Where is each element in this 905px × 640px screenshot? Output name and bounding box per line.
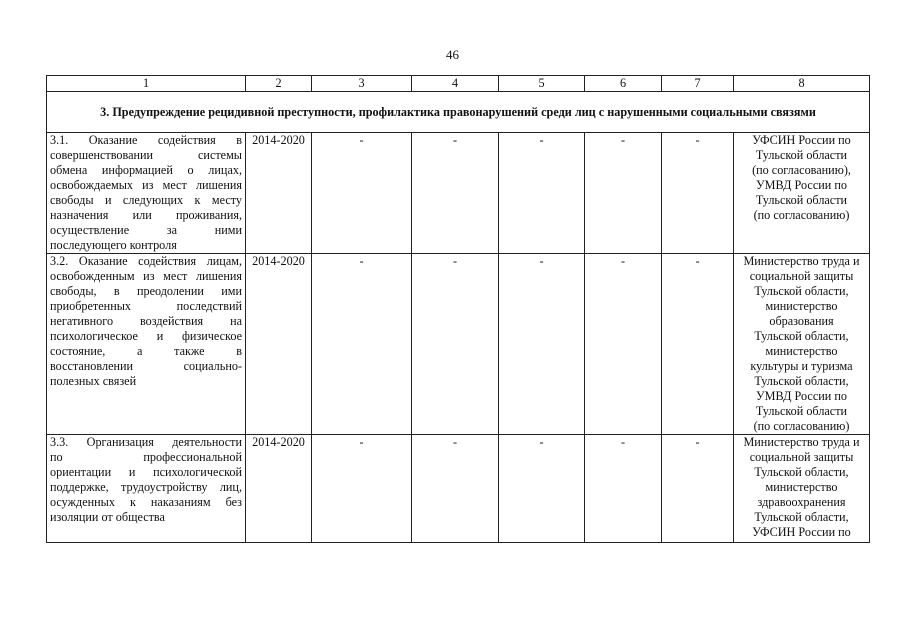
executor-line: социальной защиты <box>749 269 854 283</box>
executor-line: Тульской области <box>755 404 848 418</box>
executor-cell <box>734 435 870 543</box>
description-line: осуществление за ними <box>50 223 242 237</box>
description-line: полезных связей <box>50 374 137 388</box>
period-cell: 2014-2020 <box>246 133 312 254</box>
executor-line: культуры и туризма <box>750 359 853 373</box>
executor-line: Тульской области, <box>754 329 849 343</box>
executor-line: Министерство труда и <box>743 435 860 449</box>
description-line: свободы и следующих к месту <box>50 193 242 207</box>
description-line: поддержке, трудоустройству лиц, <box>50 480 242 494</box>
funding-cell: - <box>499 133 585 254</box>
measure-description <box>47 435 246 543</box>
executor-line: (по согласованию) <box>753 208 850 222</box>
description-line: ориентации и психологической <box>50 465 242 479</box>
executor-line: Тульской области <box>755 148 848 162</box>
executor-line: Тульской области, <box>754 284 849 298</box>
description-line: назначения или проживания, <box>50 208 242 222</box>
description-line: состояние, а также в <box>50 344 242 358</box>
description-line: приобретенных последствий <box>50 299 242 313</box>
section-row <box>47 92 870 133</box>
description-line: негативного воздействия на <box>50 314 242 328</box>
executor-line: УМВД России по <box>756 178 847 192</box>
table-row <box>47 133 870 254</box>
executor-line: (по согласованию), <box>752 163 851 177</box>
executor-line: УМВД России по <box>756 389 847 403</box>
column-number: 7 <box>662 76 734 92</box>
funding-cell: - <box>499 254 585 435</box>
column-number: 3 <box>312 76 412 92</box>
table-row <box>47 435 870 543</box>
executor-line: министерство <box>765 344 838 358</box>
table-row <box>47 254 870 435</box>
funding-cell: - <box>312 435 412 543</box>
description-line: восстановлении социально- <box>50 359 242 373</box>
description-line: совершенствовании системы <box>50 148 242 162</box>
executor-line: УФСИН России по <box>752 133 851 147</box>
funding-cell: - <box>585 435 662 543</box>
funding-cell: - <box>312 133 412 254</box>
executor-line: образования <box>769 314 834 328</box>
executor-line: Тульской области, <box>754 374 849 388</box>
description-line: 3.2. Оказание содействия лицам, <box>50 254 242 268</box>
description-line: изоляции от общества <box>50 510 165 524</box>
funding-cell: - <box>662 435 734 543</box>
executor-line: Министерство труда и <box>743 254 860 268</box>
column-number: 5 <box>499 76 585 92</box>
description-line: по профессиональной <box>50 450 242 464</box>
funding-cell: - <box>585 133 662 254</box>
period-cell: 2014-2020 <box>246 435 312 543</box>
column-number: 2 <box>246 76 312 92</box>
funding-cell: - <box>499 435 585 543</box>
funding-cell: - <box>412 254 499 435</box>
description-line: освобождаемых из мест лишения <box>50 178 242 192</box>
description-line: осужденных к наказаниям без <box>50 495 242 509</box>
column-number: 6 <box>585 76 662 92</box>
executor-cell <box>734 254 870 435</box>
description-line: 3.3. Организация деятельности <box>50 435 242 449</box>
executor-cell <box>734 133 870 254</box>
funding-cell: - <box>662 133 734 254</box>
executor-line: министерство <box>765 299 838 313</box>
funding-cell: - <box>412 435 499 543</box>
funding-cell: - <box>412 133 499 254</box>
measure-description <box>47 254 246 435</box>
section-title: 3. Предупреждение рецидивной преступности, профилактика правонарушений среди лиц с нарушенными социальными связями <box>47 92 870 133</box>
description-line: 3.1. Оказание содействия в <box>50 133 242 147</box>
column-number: 1 <box>47 76 246 92</box>
funding-cell: - <box>662 254 734 435</box>
executor-line: Тульской области, <box>754 510 849 524</box>
column-number-row <box>47 76 870 92</box>
executor-line: социальной защиты <box>749 450 854 464</box>
description-line: обмена информацией о лицах, <box>50 163 242 177</box>
executor-line: здравоохранения <box>757 495 846 509</box>
executor-line: Тульской области <box>755 193 848 207</box>
executor-line: (по согласованию) <box>753 419 850 433</box>
executor-line: министерство <box>765 480 838 494</box>
description-line: освобожденным из мест лишения <box>50 269 242 283</box>
period-cell: 2014-2020 <box>246 254 312 435</box>
executor-line: Тульской области, <box>754 465 849 479</box>
executor-line: УФСИН России по <box>752 525 851 539</box>
measures-table <box>46 75 870 543</box>
column-number: 4 <box>412 76 499 92</box>
description-line: свободы, в преодолении ими <box>50 284 242 298</box>
funding-cell: - <box>585 254 662 435</box>
description-line: последующего контроля <box>50 238 177 252</box>
funding-cell: - <box>312 254 412 435</box>
column-number: 8 <box>734 76 870 92</box>
page-number: 46 <box>446 47 459 62</box>
description-line: психологическое и физическое <box>50 329 242 343</box>
measure-description <box>47 133 246 254</box>
